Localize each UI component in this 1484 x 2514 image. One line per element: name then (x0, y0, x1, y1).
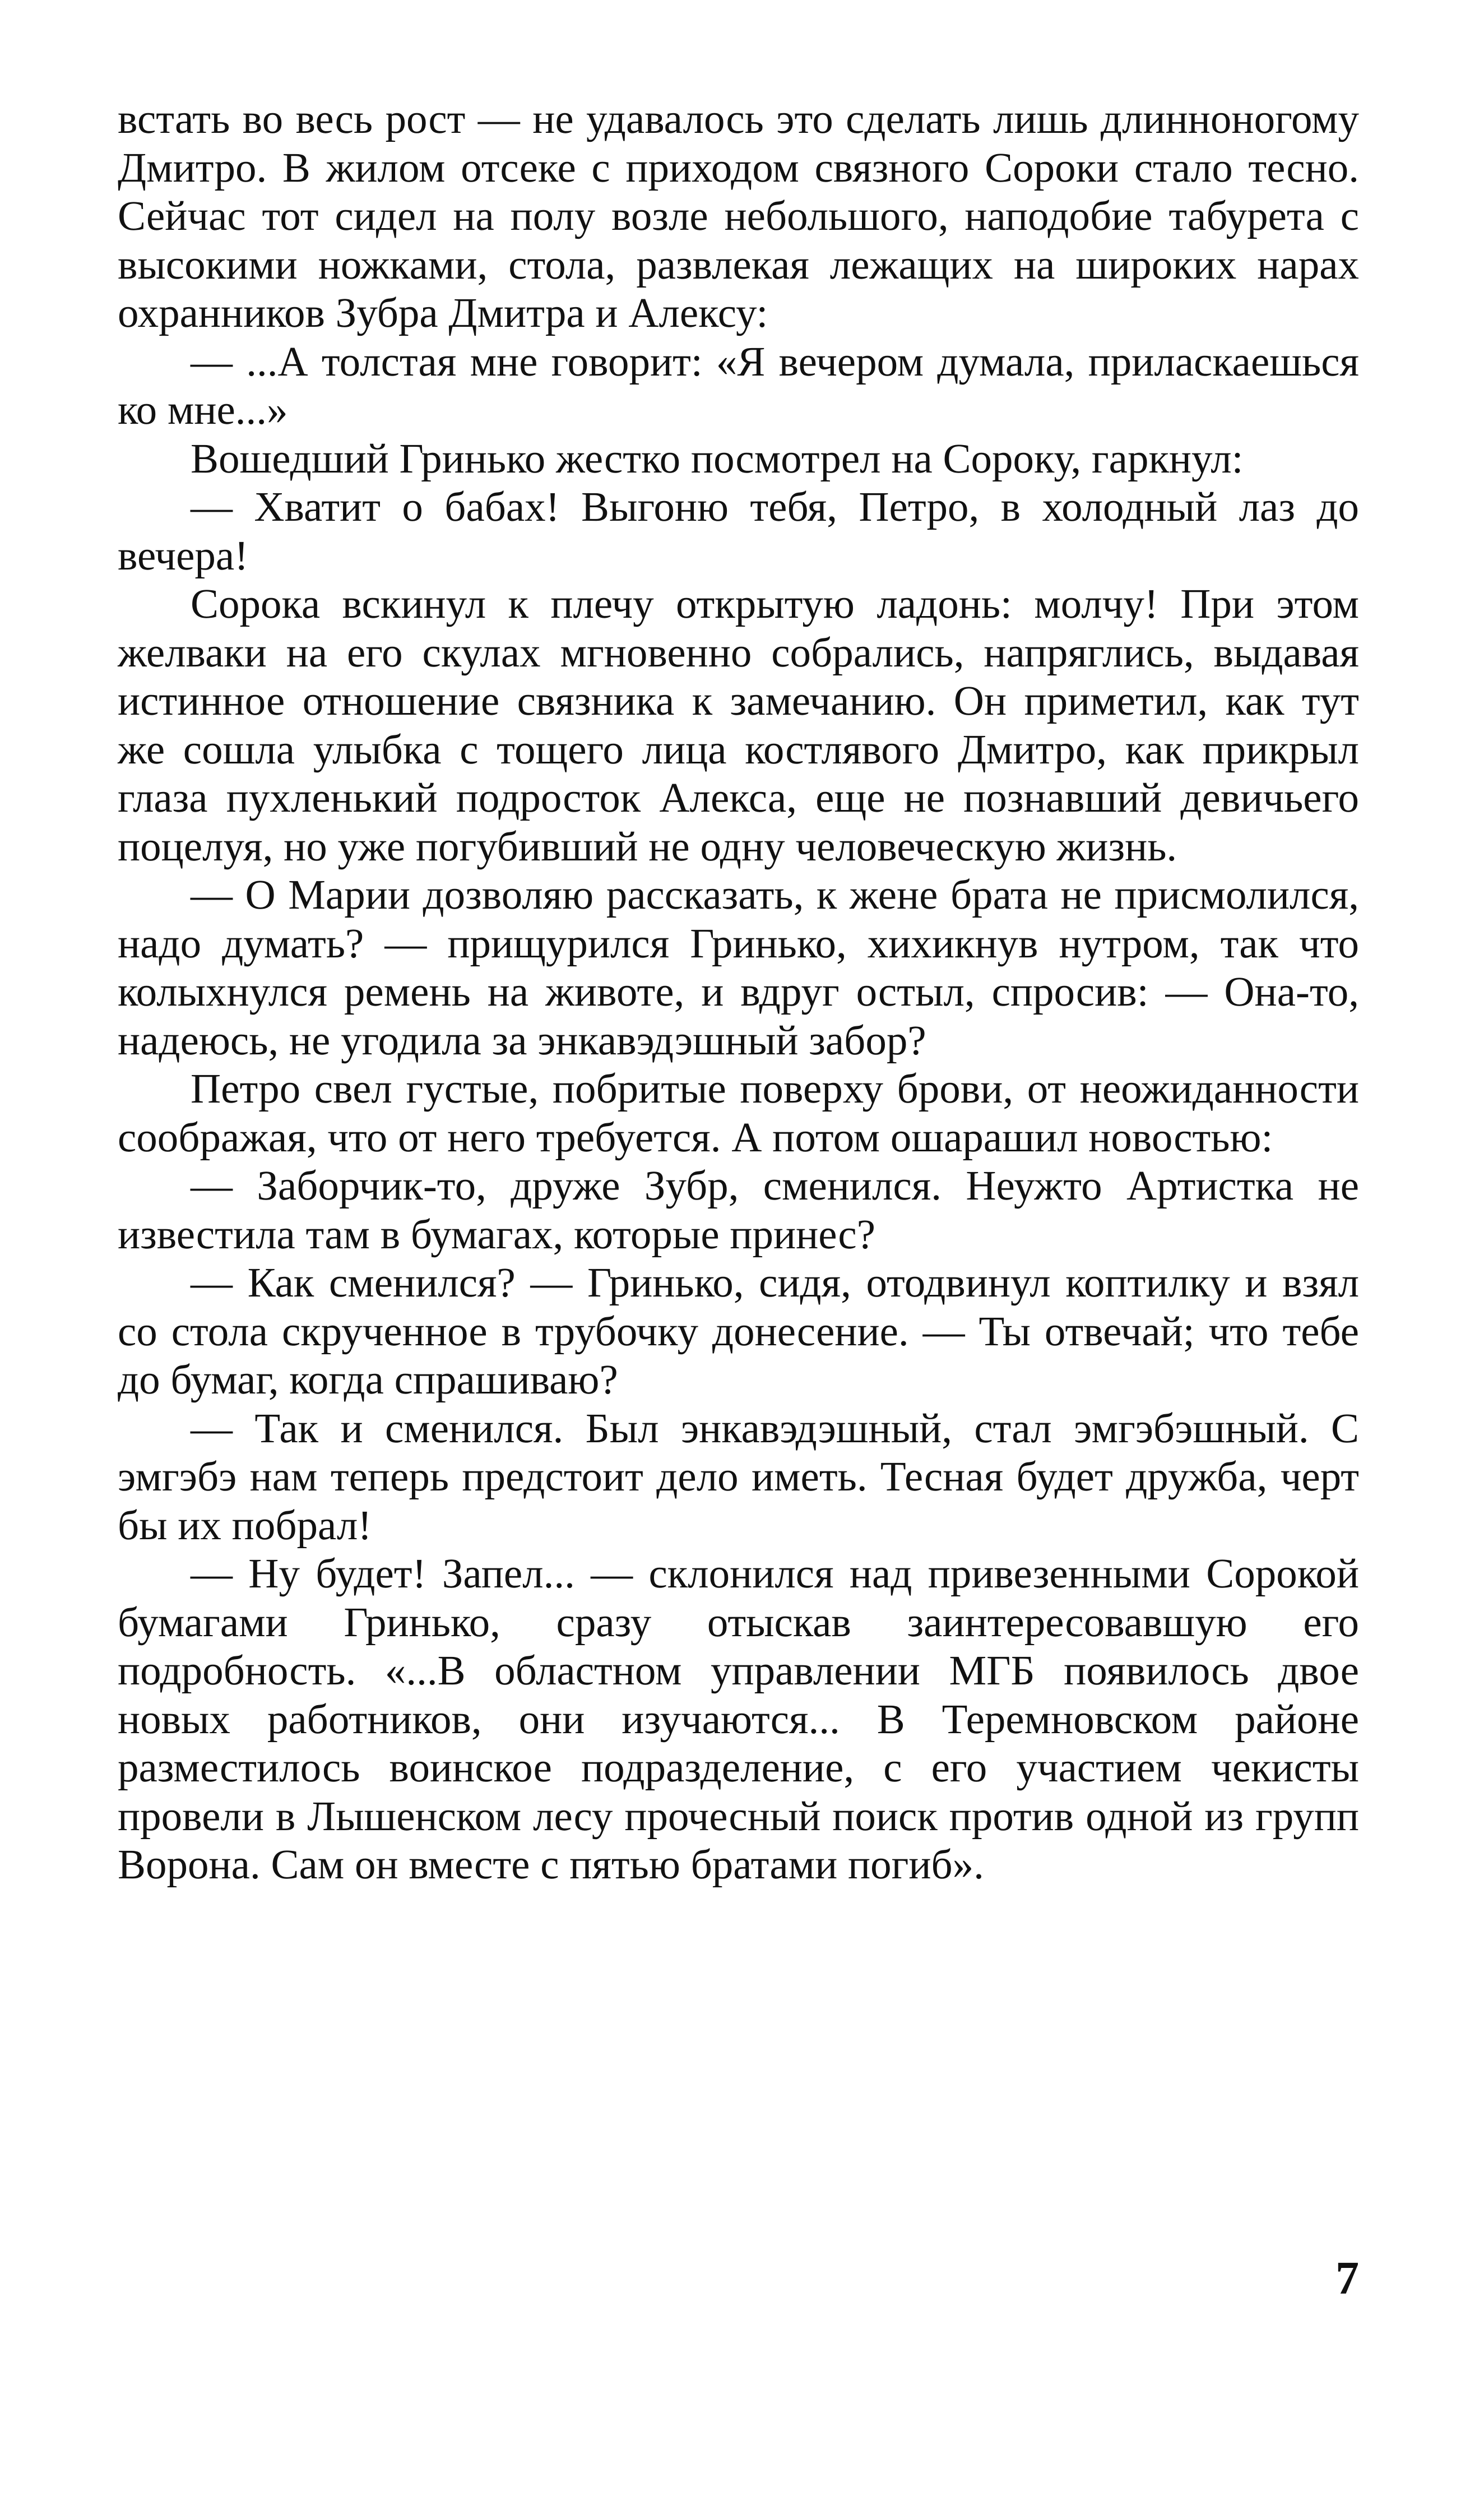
page-number: 7 (1335, 2252, 1359, 2304)
paragraph: — ...А толстая мне говорит: «Я вечером думала, приласкаешься ко мне...» (118, 338, 1359, 433)
paragraph: — Заборчик-то, друже Зубр, сменился. Неужто Артистка не известила там в бумагах, которые принес? (118, 1163, 1359, 1258)
paragraph: — Ну будет! Запел... — склонился над привезенными Сорокой бумагами Гринько, сразу отыскав заинтересовавшую его подробность. «...В областном управлении МГБ появилось двое новых работников, они изучаются... В Теремновском районе разместилось воинское подразделение, с его участием чекисты провели в Лышенском лесу прочесный поиск против одной из групп Ворона. Сам он вместе с пятью братами погиб». (118, 1550, 1359, 1888)
paragraph: — Как сменился? — Гринько, сидя, отодвинул коптилку и взял со стола скрученное в трубочку донесение. — Ты отвечай; что тебе до бумаг, когда спрашиваю? (118, 1260, 1359, 1403)
paragraph: — О Марии дозволяю рассказать, к жене брата не присмолился, надо думать? — прищурился Гринько, хихикнув нутром, так что колыхнулся ремень на животе, и вдруг остыл, спросив: — Она-то, надеюсь, не угодила за энкавэдэшный забор? (118, 872, 1359, 1064)
paragraph: Вошедший Гринько жестко посмотрел на Сороку, гаркнул: (191, 435, 1244, 482)
paragraph: Петро свел густые, побритые поверху брови, от неожиданности соображая, что от него требуется. А потом ошарашил новостью: (118, 1066, 1359, 1161)
paragraph: — Хватит о бабах! Выгоню тебя, Петро, в холодный лаз до вечера! (118, 484, 1359, 579)
paragraph: Сорока вскинул к плечу открытую ладонь: молчу! При этом желваки на его скулах мгновенно собрались, напряглись, выдавая истинное отношение связника к замечанию. Он приметил, как тут же сошла улыбка с тощего лица костлявого Дмитро, как прикрыл глаза пухленький подросток Алекса, еще не познавший девичьего поцелуя, но уже погубивший не одну человеческую жизнь. (118, 581, 1359, 870)
paragraph: встать во весь рост — не удавалось это сделать лишь длинноногому Дмитро. В жилом отсеке с приходом связного Сороки стало тесно. Сейчас тот сидел на полу возле небольшого, наподобие табурета с высокими ножками, стола, развлекая лежащих на широких нарах охранников Зубра Дмитра и Алексу: (118, 96, 1359, 336)
paragraph: — Так и сменился. Был энкавэдэшный, стал эмгэбэшный. С эмгэбэ нам теперь предстоит дело иметь. Тесная будет дружба, черт бы их побрал! (118, 1405, 1359, 1549)
book-page-text (118, 95, 1359, 1890)
